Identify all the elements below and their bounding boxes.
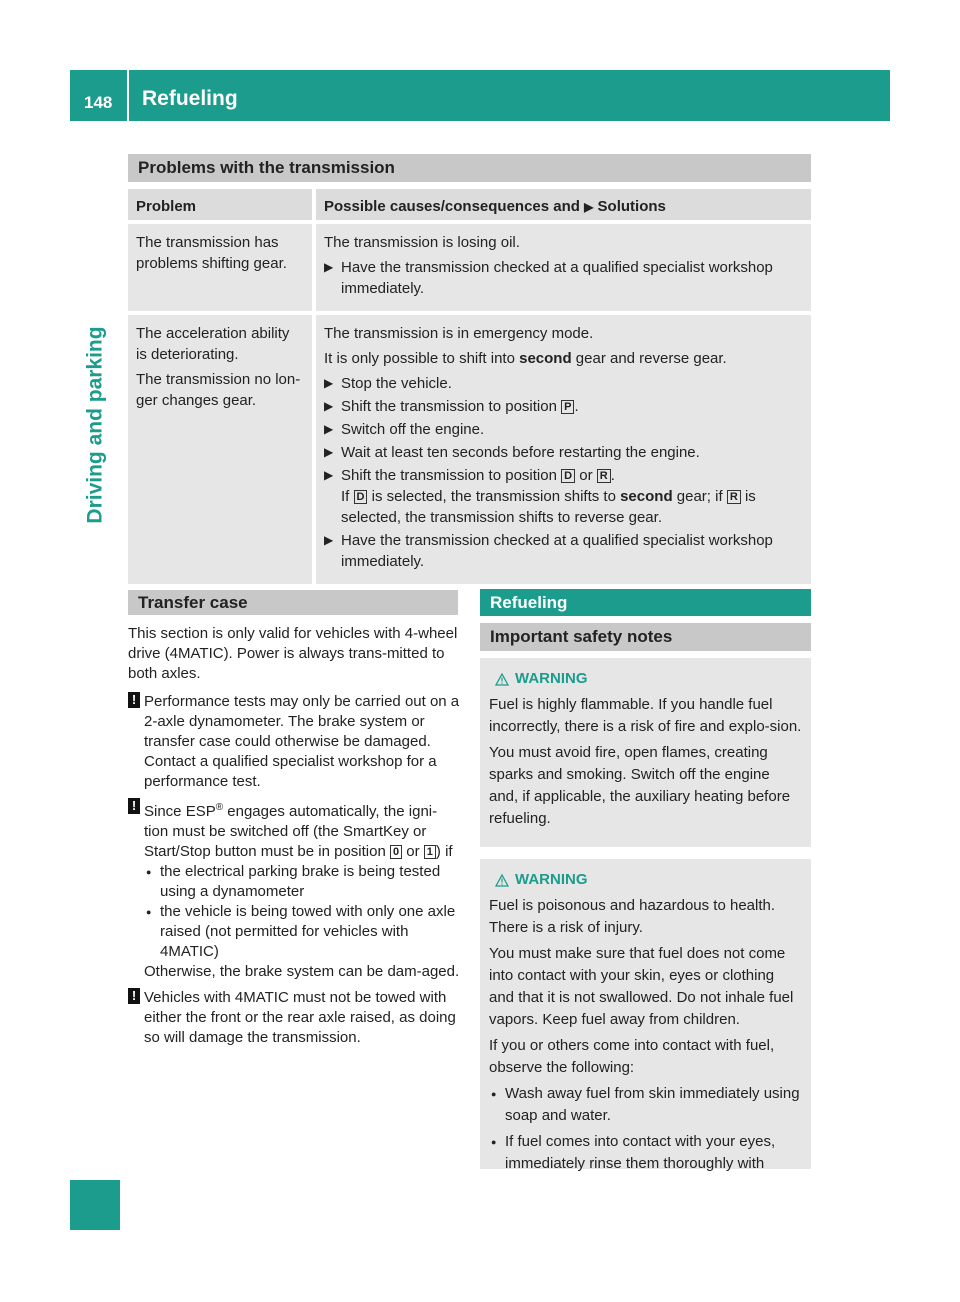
- page-number: 148: [84, 93, 113, 112]
- list-item: ● If fuel comes into contact with your eyes, immediately rinse them thoroughly with: [489, 1131, 802, 1175]
- gear-d-key-icon: D: [354, 490, 368, 504]
- header-divider: [127, 70, 129, 121]
- instruction-step: ▶ Stop the vehicle.: [324, 373, 803, 394]
- list-item: ● the electrical parking brake is being tested using a dynamometer: [144, 862, 460, 902]
- notice-item: ! Since ESP® engages automatically, the igni-tion must be switched off (the SmartKey or Start/Stop button must be in position 0 or 1 ) if ● the electrical parking brake is being tested using a dynamometer ● the vehicle is being towed with only one axle raised (not permitted for vehicles with 4MATIC) Otherwise, the brake system can be dam-aged.: [128, 798, 460, 982]
- solution-cell: The transmission is in emergency mode. It is only possible to shift into second gear and reverse gear. ▶ Stop the vehicle. ▶ Shift the transmission to position P . ▶ Switch off the engine. ▶ Wait at least ten seconds before restarting the engine. ▶ Shift the transmission to position D or R . If D is selected, the transmission shifts to second gear; if R is selected, the transmission shifts to reverse gear. ▶ Have the transmission checked at a qualified specialist workshop immediately.: [314, 315, 811, 584]
- instruction-step: ▶ Shift the transmission to position P .: [324, 396, 803, 417]
- warning-triangle-icon: [495, 874, 509, 887]
- transmission-problems-table: [128, 189, 811, 584]
- col-solutions-header: Possible causes/consequences and ▶ Solutions: [314, 189, 811, 220]
- side-tab-marker: [70, 1180, 120, 1230]
- gear-r-key-icon: R: [597, 469, 611, 483]
- page-title: Refueling: [142, 87, 238, 110]
- safety-notes-title: Important safety notes: [480, 623, 811, 651]
- table-row: [128, 315, 811, 584]
- gear-r-key-icon: R: [727, 490, 741, 504]
- notice-item: ! Performance tests may only be carried out on a 2-axle dynamometer. The brake system or transfer case could otherwise be damaged. Contact a qualified specialist workshop for a performance test.: [128, 692, 460, 792]
- instruction-step: ▶ Shift the transmission to position D or R . If D is selected, the transmission shifts to second gear; if R is selected, the transmission shifts to reverse gear.: [324, 465, 803, 528]
- instruction-step: ▶ Have the transmission checked at a qualified specialist workshop immediately.: [324, 257, 803, 299]
- transfer-case-body: This section is only valid for vehicles with 4-wheel drive (4MATIC). Power is always trans-mitted to both axles. ! Performance tests may only be carried out on a 2-axle dynamometer. The brake system or transfer case could otherwise be damaged. Contact a qualified specialist workshop for a performance test. ! Since ESP® engages automatically, the igni-tion must be switched off (the SmartKey or Start/Stop button must be in position 0 or 1 ) if ● the electrical parking brake is being tested using a dynamometer ● the vehicle is being towed with only one axle raised (not permitted for vehicles with 4MATIC) Otherwise, the brake system can be dam-aged. ! Vehicles with 4MATIC must not be towed with either the front or the rear axle raised, as doing so will damage the transmission.: [128, 624, 460, 1054]
- list-item: ● the vehicle is being towed with only one axle raised (not permitted for vehicles with 4MATIC): [144, 902, 460, 962]
- transmission-section-title: Problems with the transmission: [128, 154, 811, 182]
- table-header-row: [128, 189, 811, 220]
- col-problem-header: Problem: [128, 189, 314, 220]
- gear-d-key-icon: D: [561, 469, 575, 483]
- exclamation-icon: !: [128, 988, 140, 1004]
- transfer-case-title: Transfer case: [128, 590, 458, 615]
- exclamation-icon: !: [128, 798, 140, 814]
- problem-cell: The transmission has problems shifting gear.: [128, 224, 314, 311]
- solution-cell: The transmission is losing oil. ▶ Have the transmission checked at a qualified specialist workshop immediately.: [314, 224, 811, 311]
- warning-triangle-icon: [495, 673, 509, 686]
- list-item: ● Wash away fuel from skin immediately using soap and water.: [489, 1083, 802, 1127]
- ignition-0-key-icon: 0: [390, 845, 402, 859]
- problem-cell: The acceleration ability is deteriorating. The transmission no lon-ger changes gear.: [128, 315, 314, 584]
- side-section-label: Driving and parking: [83, 326, 107, 524]
- ignition-1-key-icon: 1: [424, 845, 436, 859]
- instruction-step: ▶ Have the transmission checked at a qualified specialist workshop immediately.: [324, 530, 803, 572]
- warning-box: WARNING Fuel is highly flammable. If you handle fuel incorrectly, there is a risk of fire and explo-sion. You must avoid fire, open flames, creating sparks and smoking. Switch off the engine and, if applicable, the auxiliary heating before refueling.: [480, 658, 811, 847]
- instruction-step: ▶ Wait at least ten seconds before restarting the engine.: [324, 442, 803, 463]
- gear-p-key-icon: P: [561, 400, 574, 414]
- exclamation-icon: !: [128, 692, 140, 708]
- arrow-icon: ▶: [584, 200, 594, 214]
- refueling-section-title: Refueling: [480, 589, 811, 616]
- warning-box: WARNING Fuel is poisonous and hazardous to health. There is a risk of injury. You must make sure that fuel does not come into contact with your skin, eyes or clothing and that it is not swallowed. Do not inhale fuel vapors. Keep fuel away from children. If you or others come into contact with fuel, observe the following: ● Wash away fuel from skin immediately using soap and water. ● If fuel comes into contact with your eyes, immediately rinse them thoroughly with: [480, 859, 811, 1169]
- table-row: [128, 224, 811, 311]
- notice-item: ! Vehicles with 4MATIC must not be towed with either the front or the rear axle raised, as doing so will damage the transmission.: [128, 988, 460, 1048]
- instruction-step: ▶ Switch off the engine.: [324, 419, 803, 440]
